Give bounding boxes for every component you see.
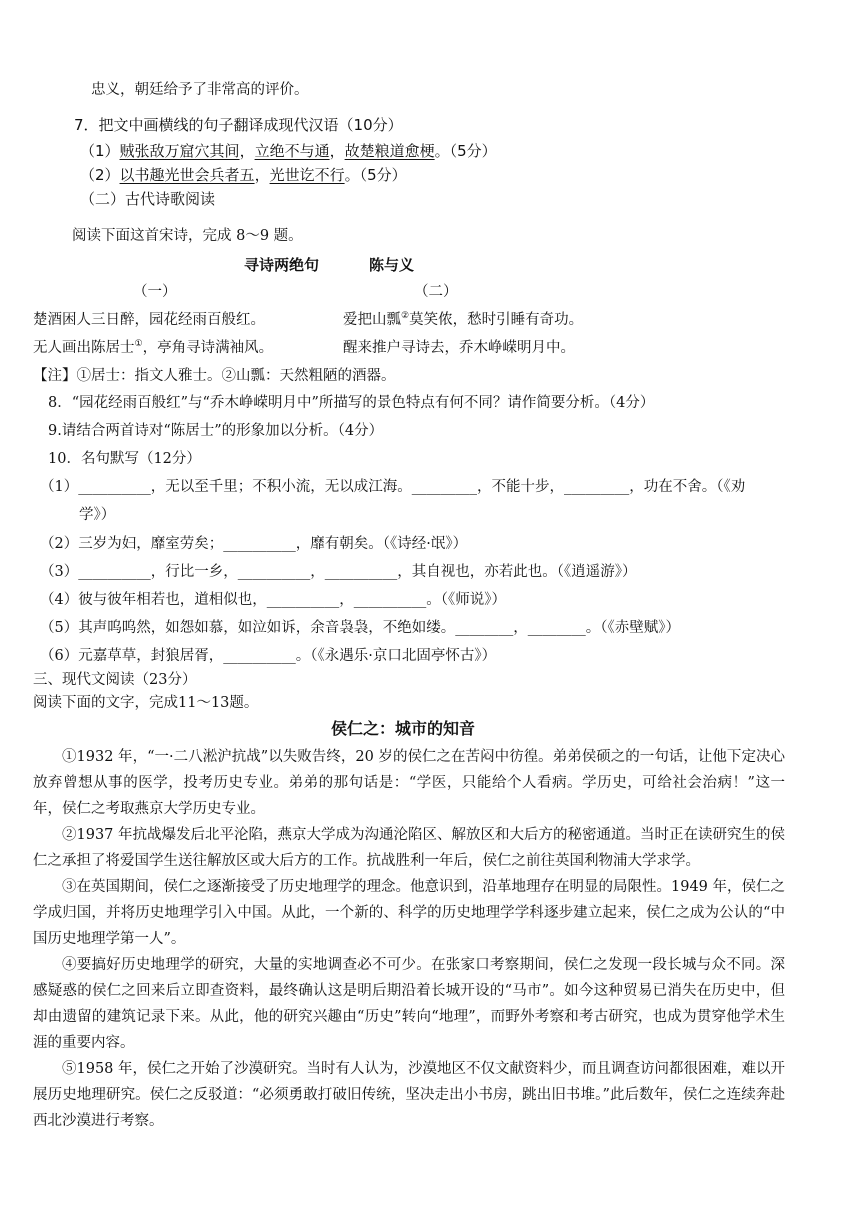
q7-s2-prefix: （2） [80,166,120,184]
poem-author: 陈与义 [369,256,415,274]
poem-1-line-1: 楚酒困人三日醉，园花经雨百般红。 [33,312,265,328]
q7-s1-prefix: （1） [80,142,120,160]
article-paragraph-1: ①1932 年，“一·二八淞沪抗战”以失败告终，20 岁的侯仁之在苦闷中彷徨。弟弟侯硕之的一句话，让他下定决心放弃曾想从事的医学，投考历史专业。弟弟的那句话是：“学医，只能给个人看病。学历史，可给社会治病！”这一年，侯仁之考取燕京大学历史专业。 [33,749,785,817]
question-10-1: （1）__________，无以至千里；不积小流，无以成江海。_________，不能十步，_________，功在不舍。（《劝 [40,479,746,495]
poem-2-line-1-rest: 莫笑侬，愁时引睡有奇功。 [409,312,584,328]
footnote-marker-2: ② [401,311,410,322]
poem-1-line-2-text: 无人画出陈居士 [33,340,135,356]
continued-text: 忠义，朝廷给予了非常高的评价。 [91,82,309,98]
poem-2-line-2: 醒来推户寻诗去，乔木峥嵘明月中。 [343,340,575,356]
q7-s2-underlined-b: 光世讫不行 [269,166,345,184]
q7-s1-underlined-b: 立绝不与通 [254,142,330,160]
q7-s1-points: 。（5分） [434,142,497,160]
poem-1-line-2-rest: ，亭角寻诗满袖风。 [142,340,274,356]
poem-part-2: （二） [414,284,458,300]
question-10-6: （6）元嘉草草，封狼居胥，__________。（《永遇乐·京口北固亭怀古》） [40,648,497,664]
q7-s2-underlined-a: 以书趣光世会兵者五 [119,166,255,184]
poem-2-line-1 [343,310,583,330]
q7-sentence-1 [80,141,497,161]
poem-note: 【注】①居士：指文人雅士。②山瓢：天然粗陋的酒器。 [33,368,396,384]
question-9: 9.请结合两首诗对“陈居士”的形象加以分析。（4分） [48,423,384,439]
q7-s1-underlined-c: 故楚粮道愈梗 [344,142,435,160]
section-modern-reading: 三、现代文阅读（23分） [33,672,197,688]
question-10-5: （5）其声呜呜然，如怨如慕，如泣如诉，余音袅袅，不绝如缕。________，________。（《赤壁赋》） [40,620,680,636]
poem-1-line-2 [33,338,273,358]
question-10-4: （4）彼与彼年相若也，道相似也，__________，__________。（《师说》） [40,592,506,608]
question-8: 8．“园花经雨百般红”与“乔木峥嵘明月中”所描写的景色特点有何不同？请作简要分析。（4分） [48,395,655,411]
question-10-3: （3）__________，行比一乡，__________，__________，其自视也，亦若此也。（《逍遥游》） [40,564,637,580]
article-paragraph-5: ⑤1958 年，侯仁之开始了沙漠研究。当时有人认为，沙漠地区不仅文献资料少，而且调查访问都很困难，难以开展历史地理研究。侯仁之反驳道：“必须勇敢打破旧传统，坚决走出小书房，跳出旧书堆。”此后数年，侯仁之连续奔赴西北沙漠进行考察。 [33,1061,786,1129]
q7-s1-comma: ， [239,142,255,160]
footnote-marker-1: ① [134,339,143,350]
q7-s1-comma: ， [329,142,345,160]
modern-intro: 阅读下面的文字，完成11～13题。 [33,695,259,711]
question-10-1-cont: 学》） [79,507,116,523]
q7-sentence-2 [80,165,407,185]
section-ancient-poetry: （二）古代诗歌阅读 [80,190,216,208]
article-paragraph-2: ②1937 年抗战爆发后北平沦陷，燕京大学成为沟通沦陷区、解放区和大后方的秘密通道。当时正在读研究生的侯仁之承担了将爱国学生送往解放区或大后方的工作。抗战胜利一年后，侯仁之前往英国利物浦大学求学。 [33,827,786,869]
q7-s1-underlined-a: 贼张敌万窟穴其间 [119,142,240,160]
question-10-2: （2）三岁为妇，靡室劳矣；__________，靡有朝矣。（《诗经·氓》） [40,536,468,552]
article-paragraph-4: ④要搞好历史地理学的研究，大量的实地调查必不可少。在张家口考察期间，侯仁之发现一段长城与众不同。深感疑惑的侯仁之回来后立即查资料，最终确认这是明后期沿着长城开设的“马市”。如今这种贸易已消失在历史中，但却由遗留的建筑记录下来。从此，他的研究兴趣由“历史”转向“地理”，而野外考察和考古研究，也成为贯穿他学术生涯的重要内容。 [33,957,785,1051]
q7-s2-points: 。（5分） [344,166,407,184]
poem-title: 寻诗两绝句 [244,256,320,274]
article-paragraph-3: ③在英国期间，侯仁之逐渐接受了历史地理学的理念。他意识到，沿革地理存在明显的局限性。1949 年，侯仁之学成归国，并将历史地理学引入中国。从此，一个新的、科学的历史地理学学科逐步建立起来，侯仁之成为公认的“中国历史地理学第一人”。 [33,879,786,947]
poem-intro: 阅读下面这首宋诗，完成 8～9 题。 [72,228,303,244]
question-10: 10．名句默写（12分） [48,451,201,467]
q7-s2-comma: ， [254,166,270,184]
poem-part-1: （一） [133,284,177,300]
poem-2-line-1-text: 爱把山瓢 [343,312,401,328]
q7-stem: 7．把文中画横线的句子翻译成现代汉语（10分） [74,116,403,134]
article-title: 侯仁之：城市的知音 [331,719,476,738]
